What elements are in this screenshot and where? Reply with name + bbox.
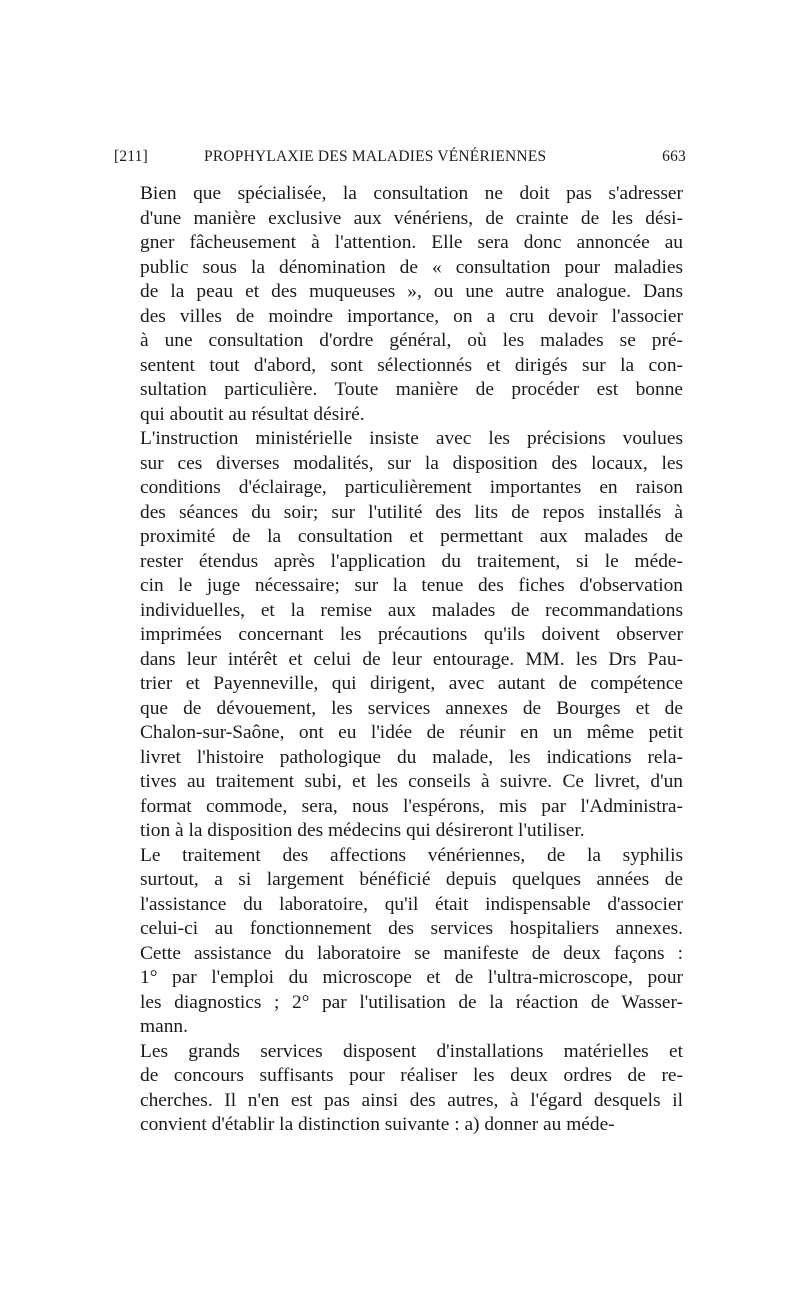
- text-line: les diagnostics ; 2° par l'utilisation de la réaction de Wasser-: [140, 991, 683, 1013]
- text-line: Cette assistance du laboratoire se manifeste de deux façons :: [140, 942, 683, 964]
- text-line: public sous la dénomination de « consultation pour maladies: [140, 256, 683, 278]
- text-line: sur ces diverses modalités, sur la disposition des locaux, les: [140, 452, 683, 474]
- running-title: PROPHYLAXIE DES MALADIES VÉNÉRIENNES: [204, 148, 547, 165]
- text-line: Chalon-sur-Saône, ont eu l'idée de réunir en un même petit: [140, 722, 683, 743]
- text-line: livret l'histoire pathologique du malade, les indications rela-: [140, 746, 683, 768]
- text-line: rester étendus après l'application du traitement, si le méde-: [140, 550, 683, 572]
- page-number: 663: [662, 148, 686, 165]
- text-line: Le traitement des affections vénériennes, de la syphilis: [140, 844, 683, 866]
- section-number: [211]: [114, 148, 148, 165]
- paragraph: [117, 1040, 683, 1138]
- text-line: conditions d'éclairage, particulièrement importantes en raison: [140, 477, 683, 498]
- text-line: L'instruction ministérielle insiste avec les précisions voulues: [140, 428, 683, 449]
- text-line: qui aboutit au résultat désiré.: [140, 403, 365, 425]
- text-line: d'une manière exclusive aux vénériens, de crainte de les dési-: [140, 207, 683, 229]
- text-line: Les grands services disposent d'installations matérielles et: [140, 1040, 683, 1062]
- text-line: format commode, sera, nous l'espérons, mis par l'Administra-: [140, 795, 683, 817]
- text-line: à une consultation d'ordre général, où les malades se pré-: [140, 330, 683, 351]
- text-line: 1° par l'emploi du microscope et de l'ultra-microscope, pour: [140, 967, 683, 988]
- paragraph: [117, 427, 683, 844]
- text-line: des séances du soir; sur l'utilité des lits de repos installés à: [140, 501, 683, 523]
- text-line: individuelles, et la remise aux malades de recommandations: [140, 599, 683, 621]
- text-line: imprimées concernant les précautions qu'ils doivent observer: [140, 624, 683, 645]
- text-line: convient d'établir la distinction suivante : a) donner au méde-: [140, 1114, 615, 1135]
- text-line: tives au traitement subi, et les conseils à suivre. Ce livret, d'un: [140, 771, 683, 792]
- text-line: sultation particulière. Toute manière de procéder est bonne: [140, 379, 683, 400]
- text-line: cherches. Il n'en est pas ainsi des autres, à l'égard desquels il: [140, 1089, 683, 1111]
- paragraph: [117, 182, 683, 427]
- text-line: surtout, a si largement bénéficié depuis quelques années de: [140, 869, 683, 890]
- text-line: gner fâcheusement à l'attention. Elle sera donc annoncée au: [140, 232, 683, 253]
- text-line: de concours suffisants pour réaliser les deux ordres de re-: [140, 1065, 683, 1086]
- text-line: proximité de la consultation et permettant aux malades de: [140, 526, 683, 547]
- text-line: Bien que spécialisée, la consultation ne doit pas s'adresser: [140, 183, 683, 204]
- text-line: celui-ci au fonctionnement des services hospitaliers annexes.: [140, 918, 683, 939]
- text-line: des villes de moindre importance, on a cru devoir l'associer: [140, 305, 683, 327]
- body-text: [117, 182, 683, 1138]
- text-line: sentent tout d'abord, sont sélectionnés et dirigés sur la con-: [140, 354, 683, 376]
- paragraph: [117, 844, 683, 1040]
- text-line: mann.: [140, 1016, 188, 1037]
- text-line: dans leur intérêt et celui de leur entourage. MM. les Drs Pau-: [140, 648, 683, 670]
- text-line: de la peau et des muqueuses », ou une autre analogue. Dans: [140, 281, 683, 302]
- text-line: tion à la disposition des médecins qui désireront l'utiliser.: [140, 820, 585, 841]
- text-line: cin le juge nécessaire; sur la tenue des fiches d'observation: [140, 575, 683, 596]
- text-line: que de dévouement, les services annexes de Bourges et de: [140, 697, 683, 719]
- text-line: l'assistance du laboratoire, qu'il était indispensable d'associer: [140, 893, 683, 915]
- text-line: trier et Payenneville, qui dirigent, avec autant de compétence: [140, 673, 683, 694]
